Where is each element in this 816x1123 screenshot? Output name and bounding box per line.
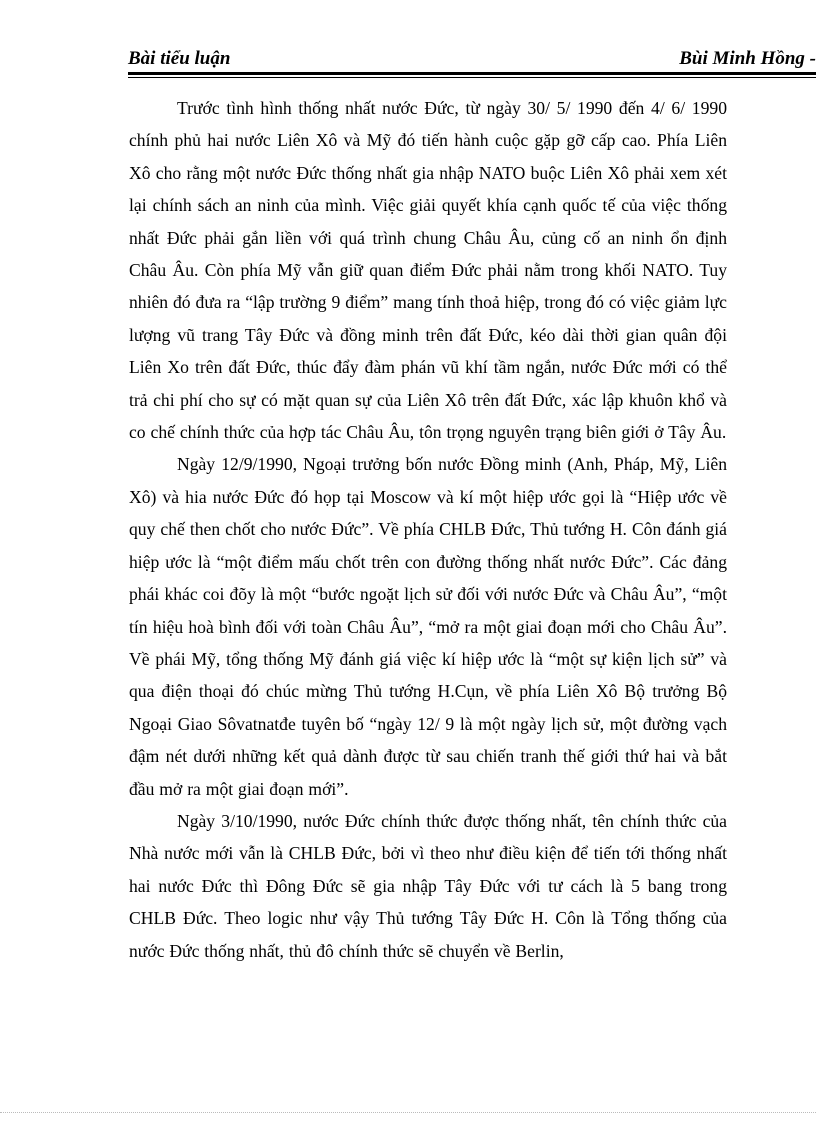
- document-body: [129, 92, 727, 967]
- header-rule: [128, 72, 816, 75]
- footer-divider: [0, 1112, 816, 1113]
- paragraph-1: Trước tình hình thống nhất nước Đức, từ ngày 30/ 5/ 1990 đến 4/ 6/ 1990 chính phủ hai nước Liên Xô và Mỹ đó tiến hành cuộc gặp gỡ cấp cao. Phía Liên Xô cho rằng một nước Đức thống nhất gia nhập NATO buộc Liên Xô phải xem xét lại chính sách an ninh của mình. Việc giải quyết khía cạnh quốc tế của việc thống nhất Đức phải gắn liền với quá trình chung Châu Âu, củng cố an ninh ổn định Châu Âu. Còn phía Mỹ vẫn giữ quan điểm Đức phải nằm trong khối NATO. Tuy nhiên đó đưa ra “lập trường 9 điểm” mang tính thoả hiệp, trong đó có việc giảm lực lượng vũ trang Tây Đức và đồng minh trên đất Đức, kéo dài thời gian quân đội Liên Xo trên đất Đức, thúc đẩy đàm phán vũ khí tầm ngắn, nước Đức mới có thể trả chi phí cho sự có mặt quan sự của Liên Xô trên đất Đức, xác lập khuôn khổ và co chế chính thức của hợp tác Châu Âu, tôn trọng nguyên trạng biên giới ở Tây Âu.: [129, 98, 727, 443]
- header-author: Bùi Minh Hồng -: [679, 48, 816, 69]
- paragraph-3: Ngày 3/10/1990, nước Đức chính thức được thống nhất, tên chính thức của Nhà nước mới vẫn là CHLB Đức, bởi vì theo như điều kiện để tiến tới thống nhất hai nước Đức thì Đông Đức sẽ gia nhập Tây Đức với tư cách là 5 bang trong CHLB Đức. Theo logic như vậy Thủ tướng Tây Đức H. Côn là Tổng thống của nước Đức thống nhất, thủ đô chính thức sẽ chuyển về Berlin,: [129, 810, 727, 961]
- paragraph-2: Ngày 12/9/1990, Ngoại trưởng bốn nước Đồng minh (Anh, Pháp, Mỹ, Liên Xô) và hia nước Đức đó họp tại Moscow và kí một hiệp ước gọi là “Hiệp ước về quy chế then chốt cho nước Đức”. Về phía CHLB Đức, Thủ tướng H. Côn đánh giá hiệp ước là “một điểm mấu chốt trên con đường thống nhất nước Đức”. Các đảng phái khác coi đõy là một “bước ngoặt lịch sử đối với nước Đức và Châu Âu”, “một tín hiệu hoà bình đối với toàn Châu Âu”, “mở ra một giai đoạn mới cho Châu Âu”. Về phái Mỹ, tổng thống Mỹ đánh giá việc kí hiệp ước là “một sự kiện lịch sử” và qua điện thoại đó chúc mừng Thủ tướng H.Cụn, về phía Liên Xô Bộ trưởng Bộ Ngoại Giao Sôvatnatđe tuyên bố “ngày 12/ 9 là một ngày lịch sử, một đường vạch đậm nét dưới những kết quả dành được từ sau chiến tranh thế giới thứ hai và bắt đầu mở ra một giai đoạn mới”.: [129, 454, 727, 799]
- page-header: [128, 44, 816, 76]
- header-title: Bài tiểu luận: [128, 48, 231, 69]
